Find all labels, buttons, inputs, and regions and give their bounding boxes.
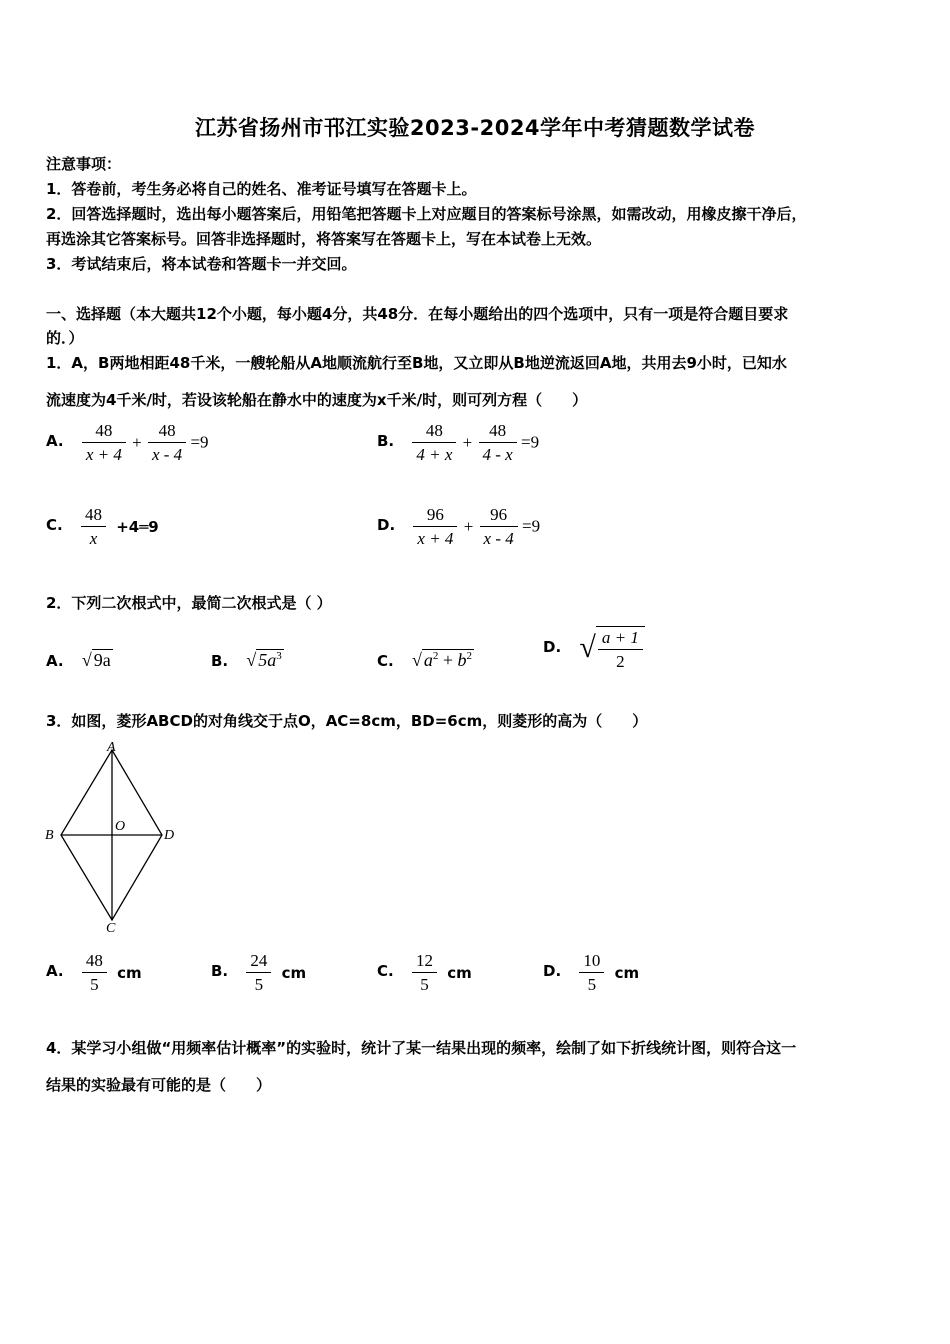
- radicand: 9a: [93, 650, 111, 670]
- fraction: [413, 506, 457, 547]
- section-heading: 一、选择题（本大题共12个小题，每小题4分，共48分．在每小题给出的四个选项中，只有一项是符合题目要求: [46, 305, 789, 323]
- numerator: 48: [81, 506, 106, 527]
- q1-stem-cont: 流速度为4千米/时，若设该轮船在静水中的速度为x千米/时，则可列方程（ ）: [46, 391, 588, 409]
- q4-stem-cont: 结果的实验最有可能的是（ ）: [46, 1076, 272, 1094]
- radical: √ 9a: [81, 650, 111, 670]
- fraction: [148, 422, 186, 463]
- operator: +: [463, 516, 474, 536]
- equation-rhs: +4═9: [116, 517, 159, 536]
- denominator: 4 - x: [482, 445, 513, 464]
- exponent: 2: [432, 650, 439, 662]
- fraction: [82, 422, 126, 463]
- q3-stem: 3．如图，菱形ABCD的对角线交于点O，AC=8cm，BD=6cm，则菱形的高为（ ）: [46, 712, 648, 730]
- denominator: 2: [616, 652, 625, 671]
- q3-option-b[interactable]: [211, 952, 306, 993]
- option-label: B.: [211, 652, 229, 670]
- option-label: B.: [377, 432, 395, 451]
- notice-item-2: 2．回答选择题时，选出每小题答案后，用铅笔把答题卡上对应题目的答案标号涂黑，如需改动，用橡皮擦干净后，: [46, 205, 807, 223]
- q3-option-a[interactable]: [46, 952, 142, 993]
- option-label: C.: [46, 516, 63, 535]
- notice-item-1: 1．答卷前，考生务必将自己的姓名、准考证号填写在答题卡上。: [46, 180, 477, 198]
- q2-option-c[interactable]: [377, 650, 474, 671]
- fraction: [579, 952, 604, 993]
- option-label: B.: [211, 962, 229, 981]
- numerator: 24: [246, 952, 271, 973]
- radicand-base: 5a: [258, 650, 277, 670]
- unit: cm: [281, 963, 307, 982]
- fraction: [412, 952, 437, 993]
- numerator: 96: [413, 506, 457, 527]
- q1-option-d[interactable]: [377, 506, 540, 547]
- denominator: x - 4: [483, 529, 514, 548]
- q2-option-a[interactable]: [46, 650, 113, 671]
- q2-option-d[interactable]: [543, 626, 645, 670]
- fraction: [598, 629, 643, 670]
- radical: √ $a^2 + b^2$: [411, 650, 473, 670]
- numerator: 48: [148, 422, 186, 443]
- option-label: D.: [377, 516, 396, 535]
- notice-item-3: 3．考试结束后，将本试卷和答题卡一并交回。: [46, 255, 357, 273]
- option-label: D.: [543, 637, 562, 656]
- term-b: b: [457, 650, 467, 670]
- notice-heading: 注意事项：: [46, 155, 122, 173]
- radicand: [422, 649, 474, 670]
- numerator: 48: [82, 422, 126, 443]
- vertex-label-b: B: [45, 828, 54, 843]
- radical-sign: √: [579, 631, 596, 664]
- option-label: C.: [377, 652, 394, 670]
- q1-stem: 1．A，B两地相距48千米，一艘轮船从A地顺流航行至B地，又立即从B地逆流返回A地，共用去9小时，已知水: [46, 354, 787, 372]
- fraction: [82, 952, 107, 993]
- denominator: 4 + x: [416, 445, 453, 464]
- denominator: x + 4: [417, 529, 454, 548]
- equation-rhs: =9: [522, 516, 541, 536]
- q2-stem: 2．下列二次根式中，最简二次根式是（ ）: [46, 594, 332, 612]
- vertex-label-d: D: [164, 828, 175, 843]
- denominator: x - 4: [151, 445, 183, 464]
- numerator: 96: [480, 506, 518, 527]
- exponent: 3: [276, 650, 282, 662]
- unit: cm: [117, 963, 142, 982]
- term-a: a: [423, 650, 433, 670]
- fraction: [412, 422, 456, 463]
- denominator: x: [89, 529, 98, 548]
- equation-rhs: =9: [520, 432, 540, 452]
- option-label: A.: [46, 652, 64, 670]
- fraction: [480, 506, 518, 547]
- page-title: 江苏省扬州市邗江实验2023-2024学年中考猜题数学试卷: [194, 116, 756, 140]
- numerator: 10: [579, 952, 604, 973]
- radicand: [256, 649, 284, 670]
- q3-option-d[interactable]: [543, 952, 639, 993]
- denominator: 5: [254, 975, 264, 994]
- numerator: 12: [412, 952, 437, 973]
- rhombus-figure: [40, 738, 190, 938]
- q1-option-c[interactable]: [46, 506, 159, 547]
- fraction: [81, 506, 106, 547]
- equation-rhs: =9: [190, 432, 209, 452]
- vertex-label-c: C: [106, 921, 116, 936]
- radicand: [596, 626, 645, 670]
- operator: +: [462, 432, 473, 452]
- option-label: C.: [377, 962, 394, 981]
- denominator: 5: [90, 975, 99, 994]
- option-label: A.: [46, 432, 64, 451]
- fraction: [246, 952, 271, 993]
- q1-option-a[interactable]: [46, 422, 209, 463]
- center-label-o: O: [115, 819, 126, 834]
- numerator: a + 1: [598, 629, 643, 650]
- numerator: 48: [412, 422, 456, 443]
- denominator: 5: [420, 975, 429, 994]
- q4-stem: 4．某学习小组做“用频率估计概率”的实验时，统计了某一结果出现的频率，绘制了如下折线统计图，则符合这一: [46, 1039, 797, 1057]
- fraction: [479, 422, 517, 463]
- exponent: 2: [466, 650, 473, 662]
- notice-item-2-cont: 再选涂其它答案标号。回答非选择题时，将答案写在答题卡上，写在本试卷上无效。: [46, 230, 602, 248]
- operator: +: [132, 432, 142, 452]
- option-label: A.: [46, 962, 64, 981]
- radical: √ $5a^3$: [246, 650, 282, 670]
- denominator: x + 4: [85, 445, 122, 464]
- numerator: 48: [479, 422, 517, 443]
- operator: +: [442, 650, 454, 670]
- q3-option-c[interactable]: [377, 952, 472, 993]
- unit: cm: [447, 963, 472, 982]
- denominator: 5: [587, 975, 597, 994]
- q1-option-b[interactable]: [377, 422, 539, 463]
- unit: cm: [614, 963, 640, 982]
- vertex-label-a: A: [107, 740, 116, 755]
- numerator: 48: [82, 952, 107, 973]
- option-label: D.: [543, 962, 562, 981]
- q2-option-b[interactable]: [211, 650, 284, 671]
- section-heading-cont: 的．）: [46, 329, 84, 347]
